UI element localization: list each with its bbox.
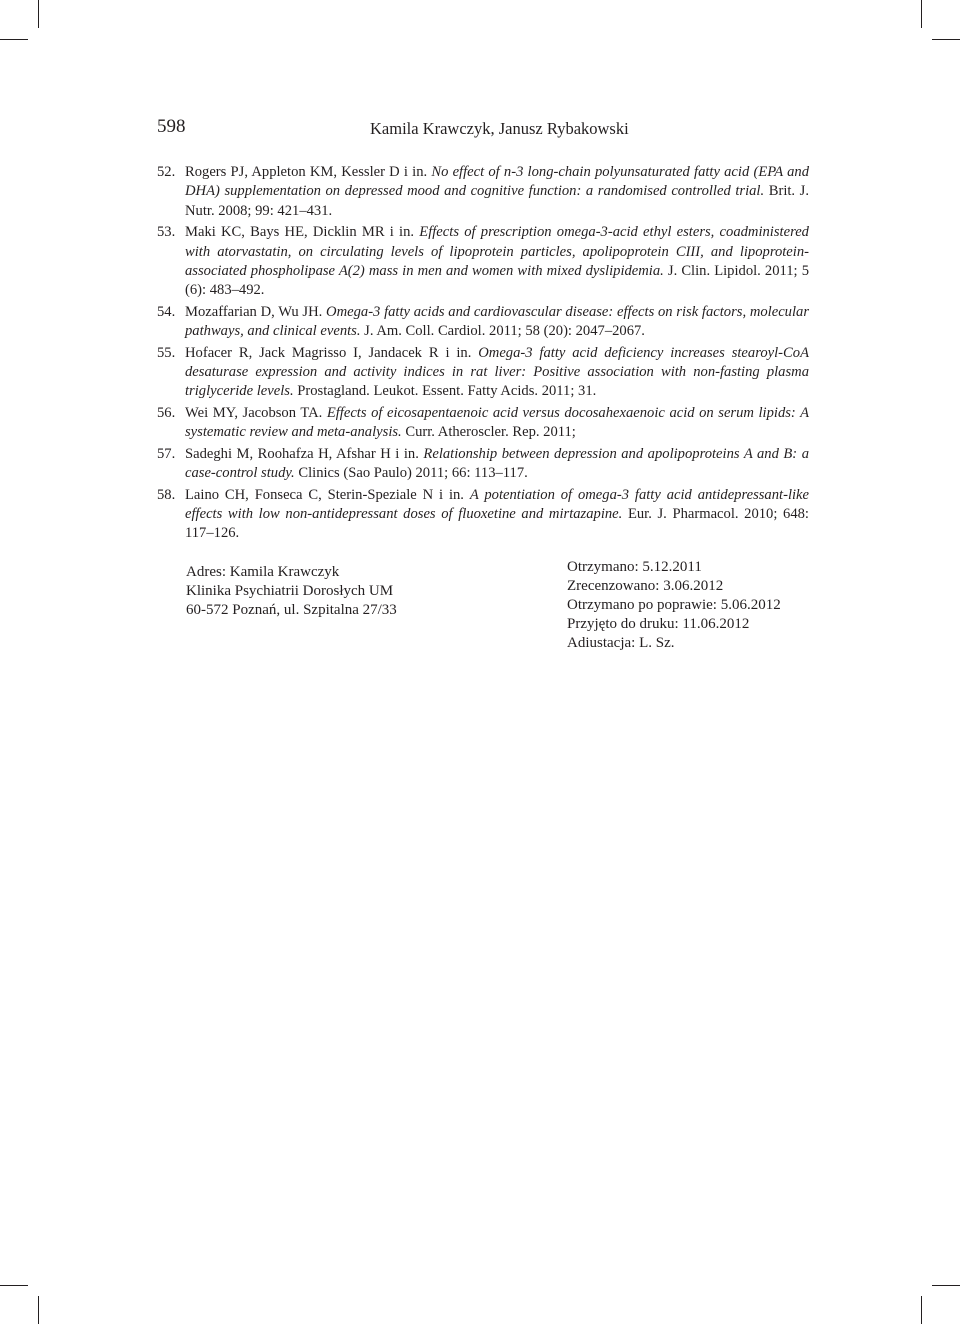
reference-item <box>157 163 809 221</box>
reference-source: Prostagland. Leukot. Essent. Fatty Acids. 2011; 31. <box>297 383 597 400</box>
reference-item <box>157 344 809 402</box>
reference-source: J. Clin. Lipidol. 2011; 5 (6): 483–492. <box>185 263 809 299</box>
page-number: 598 <box>157 116 186 137</box>
reference-list <box>157 163 809 546</box>
reference-source: J. Am. Coll. Cardiol. 2011; 58 (20): 2047–2067. <box>364 323 645 340</box>
reference-title: Omega-3 fatty acid deficiency increases stearoyl-CoA desaturase expression and activity indices in rat liver: Positive association with non-fasting plasma triglyceride levels. <box>185 344 809 400</box>
reference-number: 54. <box>157 303 176 320</box>
reference-authors: Sadeghi M, Roohafza H, Afshar H i in. <box>185 445 419 462</box>
reference-title: Relationship between depression and apolipoproteins A and B: a case-control study. <box>185 445 809 482</box>
reference-item <box>157 303 809 342</box>
reference-number: 58. <box>157 486 176 503</box>
reference-item <box>157 404 809 443</box>
reference-item <box>157 223 809 301</box>
crop-mark-top-left-h <box>0 39 28 40</box>
crop-mark-bottom-right-h <box>932 1285 960 1286</box>
reference-number: 56. <box>157 404 176 421</box>
reference-title: Effects of prescription omega-3-acid ethyl esters, coadministered with atorvastatin, on circulating levels of lipoprotein particles, apolipoprotein CIII, and lipoprotein-associated phospholipase A(2) mass in men and women with mixed dyslipidemia. <box>185 224 809 280</box>
address-line: 60-572 Poznań, ul. Szpitalna 27/33 <box>186 602 397 618</box>
crop-mark-top-right-h <box>932 39 960 40</box>
reference-source: Eur. J. Pharmacol. 2010; 648: 117–126. <box>185 505 809 542</box>
reference-authors: Mozaffarian D, Wu JH. <box>185 303 323 320</box>
correspondence-address <box>186 563 397 620</box>
address-line: Adres: Kamila Krawczyk <box>186 564 340 580</box>
reference-authors: Maki KC, Bays HE, Dicklin MR i in. <box>185 224 415 241</box>
reference-title: Effects of eicosapentaenoic acid versus docosahexaenoic acid on serum lipids: A systematic review and meta-analysis. <box>185 404 809 441</box>
reference-authors: Rogers PJ, Appleton KM, Kessler D i in. <box>185 164 428 180</box>
reference-item <box>157 445 809 484</box>
reference-number: 53. <box>157 224 176 241</box>
crop-mark-bottom-left-h <box>0 1285 28 1286</box>
reference-source: Curr. Atheroscler. Rep. 2011; <box>405 424 576 441</box>
date-line: Otrzymano: 5.12.2011 <box>567 559 702 575</box>
crop-mark-bottom-right <box>921 1296 922 1324</box>
reference-title: No effect of n-3 long-chain polyunsaturated fatty acid (EPA and DHA) supplementation on depressed mood and cognitive function: a randomised controlled trial. <box>185 164 809 200</box>
reference-number: 57. <box>157 445 176 462</box>
reference-title: Omega-3 fatty acids and cardiovascular disease: effects on risk factors, molecular pathways, and clinical events. <box>185 303 810 340</box>
date-line: Otrzymano po poprawie: 5.06.2012 <box>567 597 781 613</box>
publication-dates <box>567 558 781 653</box>
reference-number: 55. <box>157 344 176 361</box>
date-line: Zrecenzowano: 3.06.2012 <box>567 578 724 594</box>
crop-mark-top-left <box>38 0 39 28</box>
date-line: Adiustacja: L. Sz. <box>567 635 675 651</box>
reference-item <box>157 486 809 544</box>
reference-source: Brit. J. Nutr. 2008; 99: 421–431. <box>185 183 810 219</box>
crop-mark-top-right <box>921 0 922 28</box>
crop-mark-bottom-left <box>38 1296 39 1324</box>
date-line: Przyjęto do druku: 11.06.2012 <box>567 616 750 632</box>
running-head: Kamila Krawczyk, Janusz Rybakowski <box>370 119 629 138</box>
reference-source: Clinics (Sao Paulo) 2011; 66: 113–117. <box>298 465 528 482</box>
reference-authors: Laino CH, Fonseca C, Sterin-Speziale N i in. <box>185 486 464 503</box>
reference-authors: Hofacer R, Jack Magrisso I, Jandacek R i in. <box>185 344 472 361</box>
reference-number: 52. <box>157 164 176 180</box>
reference-title: A potentiation of omega-3 fatty acid antidepressant-like effects with low non-antidepressant doses of fluoxetine and mirtazapine. <box>185 486 810 522</box>
reference-authors: Wei MY, Jacobson TA. <box>185 404 323 421</box>
address-line: Klinika Psychiatrii Dorosłych UM <box>186 583 394 599</box>
